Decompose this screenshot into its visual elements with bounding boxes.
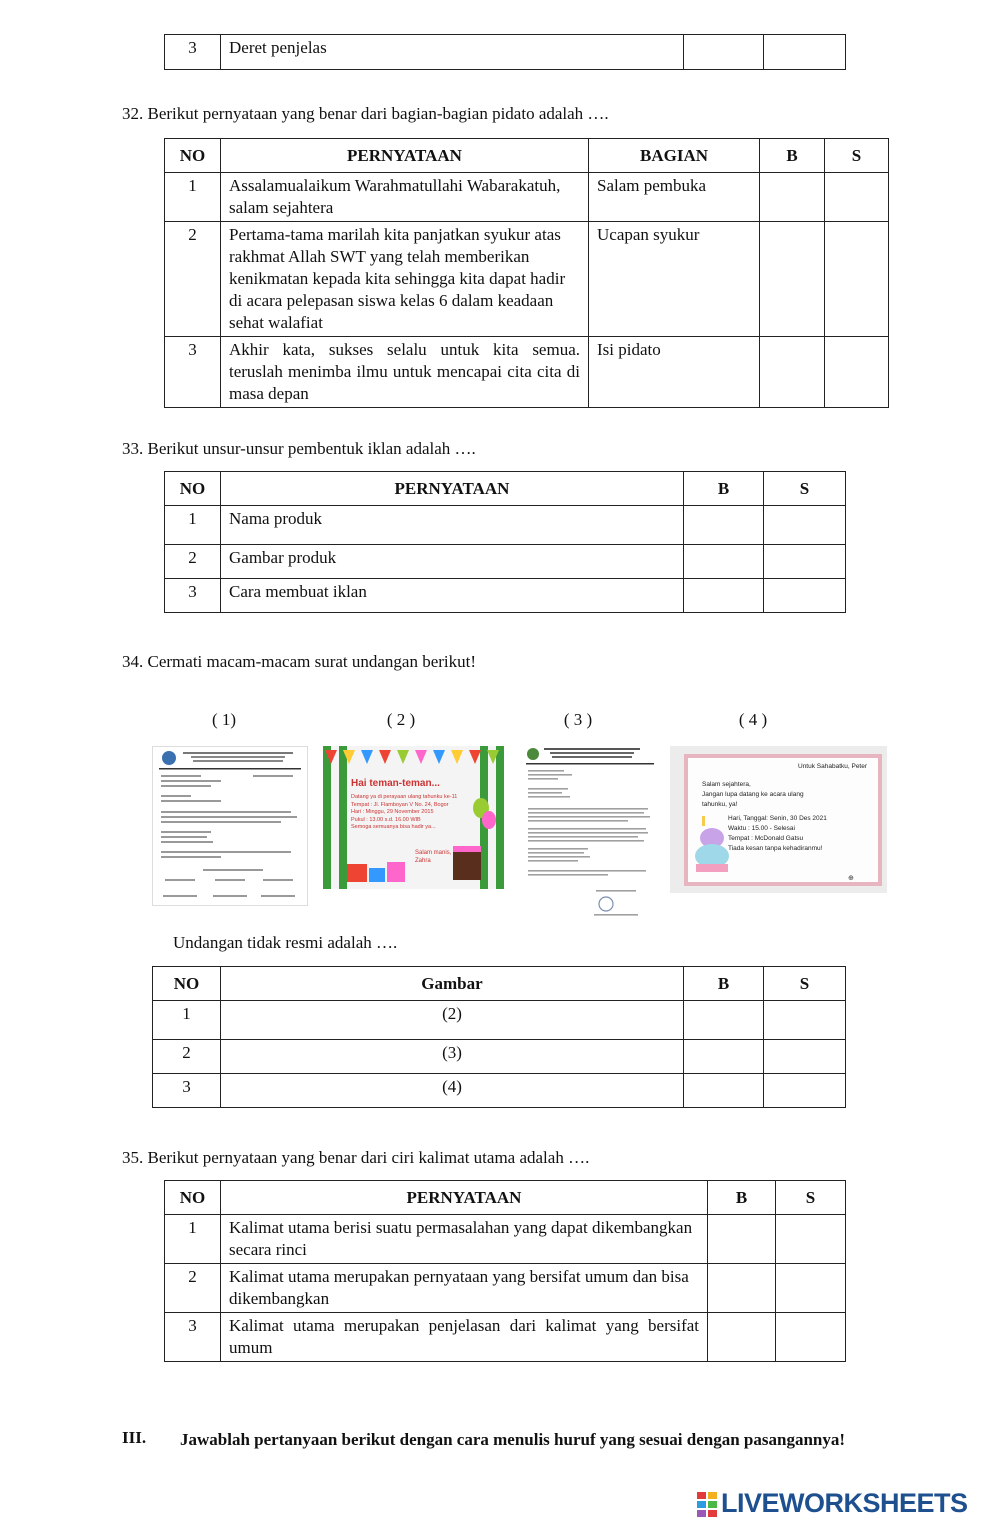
row-statement: Nama produk xyxy=(221,506,684,545)
table-row xyxy=(165,173,889,222)
header-no: NO xyxy=(165,1181,221,1215)
row-statement: Assalamualaikum Warahmatullahi Wabarakatuh, salam sejahtera xyxy=(221,173,589,222)
q33-table xyxy=(164,471,846,613)
image-label-1: ( 1) xyxy=(211,710,237,729)
answer-b-cell[interactable] xyxy=(684,506,764,545)
row-number: 1 xyxy=(165,173,221,222)
row-statement: Kalimat utama merupakan penjelasan dari kalimat yang bersifat umum xyxy=(221,1313,708,1362)
q32-table xyxy=(164,138,889,408)
answer-s-cell[interactable] xyxy=(825,337,889,408)
liveworksheets-logo xyxy=(697,1488,997,1522)
header-statement: PERNYATAAN xyxy=(221,472,684,506)
birthday-name: Zahra xyxy=(415,858,431,864)
row-number: 3 xyxy=(165,337,221,408)
official-letter-icon xyxy=(522,744,658,930)
row-statement: Pertama-tama marilah kita panjatkan syukur atas rakhmat Allah SWT yang telah memberikan kenikmatan kepada kita sehingga kita dapat hadir di acara pelepasan siswa kelas 6 dalam keadaan sehat walafiat xyxy=(221,222,589,337)
question-34-title: 34. Cermati macam-macam surat undangan berikut! xyxy=(122,652,477,671)
birthday-line-2: Tempat : Jl. Flamboyan V No. 24, Bogor xyxy=(351,801,449,808)
table-row xyxy=(153,1040,846,1074)
question-32-title: 32. Berikut pernyataan yang benar dari bagian-bagian pidato adalah …. xyxy=(122,104,609,123)
row-number: 1 xyxy=(153,1001,221,1040)
image-label-4: ( 4 ) xyxy=(738,710,768,729)
row-number: 3 xyxy=(165,35,221,70)
answer-b-cell[interactable] xyxy=(684,1001,764,1040)
invitation-line-1: Jangan lupa datang ke acara ulang xyxy=(702,791,804,798)
invitation-to: Untuk Sahabatku, Peter xyxy=(798,763,868,770)
invitation-closing: Tiada kesan tanpa kehadiranmu! xyxy=(728,845,823,852)
header-s: S xyxy=(764,472,846,506)
table-header-row xyxy=(165,472,846,506)
answer-b-cell[interactable] xyxy=(684,35,764,70)
header-b: B xyxy=(684,472,764,506)
birthday-heading: Hai teman-teman... xyxy=(351,778,440,789)
table-header-row xyxy=(153,967,846,1001)
row-statement: Cara membuat iklan xyxy=(221,579,684,613)
table-row xyxy=(165,506,846,545)
row-part: Isi pidato xyxy=(589,337,760,408)
table-header-row xyxy=(165,1181,846,1215)
birthday-line-3: Hari : Minggu, 29 November 2015 xyxy=(351,809,434,815)
header-b: B xyxy=(708,1181,776,1215)
image-label-3: ( 3 ) xyxy=(563,710,593,729)
table-row xyxy=(165,1313,846,1362)
answer-s-cell[interactable] xyxy=(776,1215,846,1264)
birthday-line-1: Datang ya di perayaan ulang tahunku ke-11 xyxy=(351,794,458,800)
answer-s-cell[interactable] xyxy=(825,173,889,222)
header-statement: PERNYATAAN xyxy=(221,139,589,173)
table-row xyxy=(165,1264,846,1313)
answer-b-cell[interactable] xyxy=(684,579,764,613)
answer-b-cell[interactable] xyxy=(708,1215,776,1264)
invitation-message xyxy=(702,780,872,810)
elephant-cake-icon xyxy=(692,816,732,876)
answer-b-cell[interactable] xyxy=(684,1040,764,1074)
q34-table xyxy=(152,966,846,1108)
logo-tiles-icon xyxy=(697,1492,719,1518)
top-table xyxy=(164,34,846,70)
invitation-greet: Salam sejahtera, xyxy=(702,781,751,788)
brand-name: LIVEWORKSHEETS xyxy=(721,1488,968,1518)
question-33-title: 33. Berikut unsur-unsur pembentuk iklan adalah …. xyxy=(122,439,476,458)
row-number: 1 xyxy=(165,1215,221,1264)
birthday-line-4: Pukul : 13.00 s.d. 16.00 WIB xyxy=(351,816,421,823)
answer-s-cell[interactable] xyxy=(764,545,846,579)
question-35-title: 35. Berikut pernyataan yang benar dari ciri kalimat utama adalah …. xyxy=(122,1148,590,1167)
row-part: Salam pembuka xyxy=(589,173,760,222)
invitation-time: Waktu : 15.00 - Selesai xyxy=(728,825,795,832)
birthday-details xyxy=(351,794,479,832)
q35-table xyxy=(164,1180,846,1362)
answer-s-cell[interactable] xyxy=(764,506,846,545)
row-picture: (3) xyxy=(221,1040,684,1074)
row-number: 3 xyxy=(165,579,221,613)
answer-b-cell[interactable] xyxy=(684,545,764,579)
header-statement: PERNYATAAN xyxy=(221,1181,708,1215)
birthday-sign: Salam manis, xyxy=(415,850,452,856)
invitation-day: Hari, Tanggal: Senin, 30 Des 2021 xyxy=(728,815,827,822)
row-number: 2 xyxy=(165,1264,221,1313)
answer-b-cell[interactable] xyxy=(760,337,825,408)
table-row xyxy=(165,545,846,579)
row-number: 3 xyxy=(165,1313,221,1362)
table-header-row xyxy=(165,139,889,173)
invitation-image-4 xyxy=(670,746,887,893)
answer-b-cell[interactable] xyxy=(708,1264,776,1313)
header-b: B xyxy=(684,967,764,1001)
row-statement: Kalimat utama berisi suatu permasalahan yang dapat dikembangkan secara rinci xyxy=(221,1215,708,1264)
row-statement: Deret penjelas xyxy=(221,35,684,70)
row-picture: (2) xyxy=(221,1001,684,1040)
answer-s-cell[interactable] xyxy=(764,1074,846,1108)
header-part: BAGIAN xyxy=(589,139,760,173)
answer-b-cell[interactable] xyxy=(684,1074,764,1108)
header-s: S xyxy=(776,1181,846,1215)
section-instruction: Jawablah pertanyaan berikut dengan cara menulis huruf yang sesuai dengan pasangannya! xyxy=(180,1430,846,1449)
answer-s-cell[interactable] xyxy=(764,1001,846,1040)
header-no: NO xyxy=(165,472,221,506)
row-statement: Gambar produk xyxy=(221,545,684,579)
header-picture: Gambar xyxy=(221,967,684,1001)
invitation-image-1 xyxy=(152,746,308,906)
invitation-line-2: tahunku, ya! xyxy=(702,801,738,808)
row-part: Ucapan syukur xyxy=(589,222,760,337)
answer-b-cell[interactable] xyxy=(760,173,825,222)
answer-s-cell[interactable] xyxy=(764,579,846,613)
table-row xyxy=(165,579,846,613)
answer-b-cell[interactable] xyxy=(760,222,825,337)
answer-s-cell[interactable] xyxy=(825,222,889,337)
brand-mark-icon: ⊕ xyxy=(848,875,854,882)
row-picture: (4) xyxy=(221,1074,684,1108)
invitation-image-3 xyxy=(522,744,658,930)
invitation-image-2 xyxy=(323,746,504,889)
row-statement: Kalimat utama merupakan pernyataan yang bersifat umum dan bisa dikembangkan xyxy=(221,1264,708,1313)
row-number: 2 xyxy=(153,1040,221,1074)
answer-s-cell[interactable] xyxy=(764,35,846,70)
table-row xyxy=(165,35,846,70)
header-no: NO xyxy=(165,139,221,173)
invitation-place: Tempat : McDonald Gatsu xyxy=(728,835,804,842)
row-number: 2 xyxy=(165,545,221,579)
header-b: B xyxy=(760,139,825,173)
table-row xyxy=(165,222,889,337)
image-label-2: ( 2 ) xyxy=(386,710,416,729)
header-s: S xyxy=(764,967,846,1001)
table-row xyxy=(153,1001,846,1040)
row-number: 1 xyxy=(165,506,221,545)
row-number: 3 xyxy=(153,1074,221,1108)
row-statement: Akhir kata, sukses selalu untuk kita semua. teruslah menimba ilmu untuk mencapai cita cita di masa depan xyxy=(221,337,589,408)
formal-letter-icon xyxy=(153,747,307,905)
header-s: S xyxy=(825,139,889,173)
row-number: 2 xyxy=(165,222,221,337)
table-row xyxy=(165,337,889,408)
answer-s-cell[interactable] xyxy=(764,1040,846,1074)
table-row xyxy=(165,1215,846,1264)
invitation-details xyxy=(728,814,878,854)
header-no: NO xyxy=(153,967,221,1001)
answer-b-cell[interactable] xyxy=(708,1313,776,1362)
question-34-prompt: Undangan tidak resmi adalah …. xyxy=(173,933,398,952)
answer-s-cell[interactable] xyxy=(776,1264,846,1313)
table-row xyxy=(153,1074,846,1108)
answer-s-cell[interactable] xyxy=(776,1313,846,1362)
section-numeral: III. xyxy=(122,1428,147,1447)
birthday-line-5: Semoga semuanya bisa hadir ya... xyxy=(351,824,436,830)
